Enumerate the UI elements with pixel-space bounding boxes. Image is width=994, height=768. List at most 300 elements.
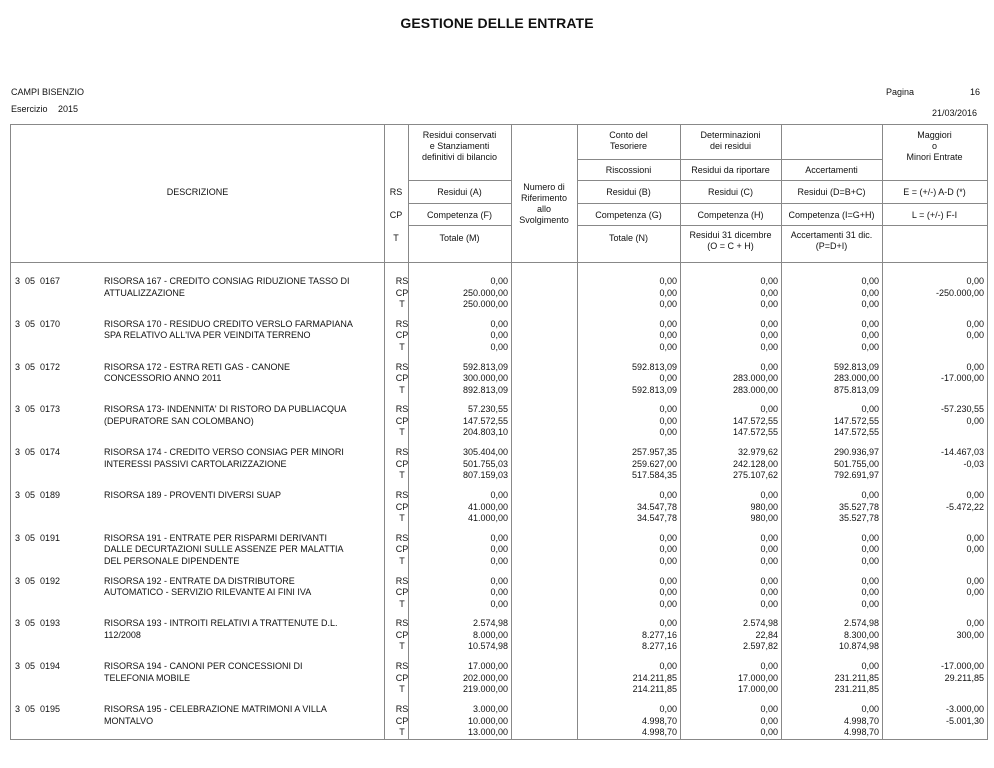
amount-column-a xyxy=(411,533,508,568)
amount-value: 0,00 xyxy=(490,598,508,609)
amount-column-a xyxy=(411,362,508,397)
amount-value: 2.597,82 xyxy=(742,641,778,652)
amount-column-b xyxy=(580,319,677,354)
header-col-a-cp: Competenza (F) xyxy=(426,210,493,220)
row-type-label: T xyxy=(399,427,405,438)
header-line: Numero di xyxy=(523,182,565,192)
row-type-label: T xyxy=(399,641,405,652)
description-line: RISORSA 193 - INTROITI RELATIVI A TRATTENUTE D.L. xyxy=(104,618,338,629)
amount-value: 0,00 xyxy=(490,330,508,341)
amount-value: 10.000,00 xyxy=(467,715,508,726)
header-line: dei residui xyxy=(709,141,752,151)
resource-code: 3 05 0174 xyxy=(15,447,61,458)
header-riscossioni: Riscossioni xyxy=(605,165,652,175)
description-line: RISORSA 174 - CREDITO VERSO CONSIAG PER MINORI xyxy=(104,447,344,458)
amount-value: 0,00 xyxy=(966,618,984,629)
amount-value: 0,00 xyxy=(861,318,879,329)
description-line: TELEFONIA MOBILE xyxy=(104,672,191,683)
amount-value: 807.159,03 xyxy=(462,470,508,481)
row-type-label: T xyxy=(399,299,405,309)
resource-code: 3 05 0172 xyxy=(15,361,61,372)
row-type-label: CP xyxy=(395,629,409,640)
amount-value: 592.813,09 xyxy=(631,384,677,395)
row-type-labels xyxy=(391,362,413,397)
amount-value: 0,00 xyxy=(760,299,778,309)
amount-value: 283.000,00 xyxy=(732,384,778,395)
row-type-label: RS xyxy=(395,447,409,458)
amount-value: 10.874,98 xyxy=(838,641,879,652)
header-maggiori-minori xyxy=(882,130,987,163)
amount-value: 0,00 xyxy=(861,532,879,543)
amount-value: 290.936,97 xyxy=(833,447,879,458)
divider xyxy=(577,159,882,160)
amount-value: 0,00 xyxy=(490,318,508,329)
amount-column-e xyxy=(887,447,984,470)
amount-column-d xyxy=(782,661,879,696)
header-line: Accertamenti 31 dic. xyxy=(790,230,873,240)
header-line: Residui conservati xyxy=(422,130,497,140)
description-line: RISORSA 191 - ENTRATE PER RISPARMI DERIVANTI xyxy=(104,532,328,543)
amount-value: 231.211,85 xyxy=(834,672,879,683)
amount-value: 8.000,00 xyxy=(472,629,508,640)
amount-value: 0,00 xyxy=(659,598,677,609)
description-line: RISORSA 173- INDENNITA' DI RISTORO DA PUBLIACQUA xyxy=(104,404,347,415)
amount-value: 300.000,00 xyxy=(462,373,508,384)
row-type-label: RS xyxy=(395,704,409,714)
amount-column-b xyxy=(580,533,677,568)
amount-value: 8.277,16 xyxy=(641,629,677,640)
amount-value: 8.277,16 xyxy=(641,641,677,652)
header-line: allo xyxy=(536,204,551,214)
row-type-label: RS xyxy=(395,361,409,372)
amount-value: 0,00 xyxy=(966,532,984,543)
divider xyxy=(577,180,987,181)
resource-description xyxy=(104,362,394,385)
amount-value: 0,00 xyxy=(760,704,778,714)
amount-value: 0,00 xyxy=(861,544,879,555)
row-type-label: CP xyxy=(395,587,409,598)
amount-value: 147.572,55 xyxy=(833,427,879,438)
row-type-label: CP xyxy=(395,672,409,683)
header-col-c-rs: Residui (C) xyxy=(707,187,753,197)
resource-code: 3 05 0195 xyxy=(15,704,61,714)
row-type-label: CP xyxy=(395,544,409,555)
amount-value: 242.128,00 xyxy=(732,458,778,469)
header-col-e-rs: E = (+/-) A-D (*) xyxy=(903,187,966,197)
amount-column-c xyxy=(681,362,778,397)
resource-code: 3 05 0193 xyxy=(15,618,61,629)
resource-description xyxy=(104,704,394,727)
amount-value: 0,00 xyxy=(659,341,677,352)
amount-value: 0,00 xyxy=(659,544,677,555)
amount-value: 0,00 xyxy=(659,555,677,566)
header-line: Riferimento xyxy=(520,193,567,203)
divider xyxy=(11,262,987,263)
description-line: INTERESSI PASSIVI CARTOLARIZZAZIONE xyxy=(104,458,287,469)
amount-column-c xyxy=(681,276,778,311)
amount-value: 0,00 xyxy=(760,727,778,737)
amount-value: 283.000,00 xyxy=(833,373,879,384)
amount-value: 0,00 xyxy=(659,299,677,309)
amount-value: 0,00 xyxy=(760,661,778,672)
amount-column-e xyxy=(887,404,984,427)
amount-value: 0,00 xyxy=(966,318,984,329)
amount-column-a xyxy=(411,704,508,739)
resource-code: 3 05 0191 xyxy=(15,532,61,543)
amount-value: 10.574,98 xyxy=(467,641,508,652)
row-type-labels xyxy=(391,661,413,696)
header-col-d-rs: Residui (D=B+C) xyxy=(797,187,866,197)
header-col-c-cp: Competenza (H) xyxy=(697,210,764,220)
amount-column-b xyxy=(580,661,677,696)
amount-value: 0,00 xyxy=(861,661,879,672)
amount-value: 0,00 xyxy=(659,276,677,286)
amount-value: 0,00 xyxy=(760,341,778,352)
amount-column-c xyxy=(681,319,778,354)
resource-description xyxy=(104,404,394,427)
amount-value: 0,00 xyxy=(861,330,879,341)
amount-value: 35.527,78 xyxy=(838,501,879,512)
amount-value: 0,00 xyxy=(760,361,778,372)
amount-column-c xyxy=(681,704,778,739)
amount-value: 35.527,78 xyxy=(838,513,879,523)
amount-value: 0,00 xyxy=(490,575,508,586)
resource-code: 3 05 0194 xyxy=(15,661,61,672)
resource-description xyxy=(104,576,394,599)
amount-value: 0,00 xyxy=(760,555,778,566)
amount-value: 0,00 xyxy=(760,598,778,609)
amount-value: -3.000,00 xyxy=(945,704,984,714)
header-line: Tesoriere xyxy=(609,141,647,151)
amount-column-d xyxy=(782,404,879,439)
amount-value: 0,00 xyxy=(861,555,879,566)
amount-value: 0,00 xyxy=(760,575,778,586)
amount-value: 0,00 xyxy=(966,361,984,372)
divider xyxy=(408,203,511,204)
row-type-label: CP xyxy=(395,373,409,384)
amount-value: 250.000,00 xyxy=(462,299,508,309)
amount-value: 980,00 xyxy=(750,513,778,523)
amount-value: 0,00 xyxy=(490,532,508,543)
amount-value: 0,00 xyxy=(490,544,508,555)
exercise-label xyxy=(11,104,78,114)
amount-value: 147.572,55 xyxy=(833,415,879,426)
amount-value: 0,00 xyxy=(966,490,984,500)
row-type-labels xyxy=(391,404,413,439)
amount-column-e xyxy=(887,490,984,513)
exercise-year: 2015 xyxy=(58,104,79,114)
amount-value: 980,00 xyxy=(750,501,778,512)
row-type-label: RS xyxy=(395,404,409,415)
amount-value: 0,00 xyxy=(861,490,879,500)
amount-value: 0,00 xyxy=(659,532,677,543)
amount-column-d xyxy=(782,362,879,397)
amount-value: 0,00 xyxy=(659,415,677,426)
header-line: Maggiori xyxy=(917,130,952,140)
header-line: Svolgimento xyxy=(519,215,569,225)
row-type-labels xyxy=(391,533,413,568)
row-type-label: CP xyxy=(395,458,409,469)
amount-value: 147.572,55 xyxy=(462,415,508,426)
amount-value: 0,00 xyxy=(861,341,879,352)
description-line: RISORSA 170 - RESIDUO CREDITO VERSLO FARMAPIANA xyxy=(104,318,353,329)
amount-value: 214.211,85 xyxy=(632,684,677,695)
amount-value: -0,03 xyxy=(963,458,984,469)
amount-value: 0,00 xyxy=(659,427,677,438)
amount-value: 0,00 xyxy=(659,404,677,415)
amount-value: 300,00 xyxy=(956,629,984,640)
amount-value: 0,00 xyxy=(966,544,984,555)
amount-column-b xyxy=(580,490,677,525)
amount-value: 0,00 xyxy=(659,373,677,384)
header-numero-riferimento xyxy=(511,182,577,226)
amount-value: 22,84 xyxy=(755,629,778,640)
amount-column-d xyxy=(782,704,879,739)
amount-value: 0,00 xyxy=(861,704,879,714)
amount-value: -250.000,00 xyxy=(935,287,984,298)
amount-value: 0,00 xyxy=(490,587,508,598)
page-title: GESTIONE DELLE ENTRATE xyxy=(400,15,594,31)
amount-column-c xyxy=(681,533,778,568)
header-col-e-cp: L = (+/-) F-I xyxy=(911,210,958,220)
amount-value: 0,00 xyxy=(659,490,677,500)
amount-value: 0,00 xyxy=(659,318,677,329)
header-col-d-t xyxy=(781,230,882,252)
resource-description xyxy=(104,618,394,641)
row-type-label: RS xyxy=(395,575,409,586)
header-residui-riportare: Residui da riportare xyxy=(691,165,770,175)
amount-column-a xyxy=(411,447,508,482)
amount-value: 231.211,85 xyxy=(834,684,879,695)
amount-value: 0,00 xyxy=(861,598,879,609)
row-type-label: CP xyxy=(395,501,409,512)
amount-value: 202.000,00 xyxy=(462,672,508,683)
row-type-label: T xyxy=(399,598,405,609)
header-accertamenti: Accertamenti xyxy=(805,165,858,175)
row-type-label: RS xyxy=(395,318,409,329)
amount-column-b xyxy=(580,276,677,311)
amount-value: 3.000,00 xyxy=(472,704,508,714)
amount-value: 0,00 xyxy=(659,704,677,714)
header-line: (P=D+I) xyxy=(815,241,848,251)
amount-value: 32.979,62 xyxy=(737,447,778,458)
header-line: Residui 31 dicembre xyxy=(689,230,772,240)
description-line: DEL PERSONALE DIPENDENTE xyxy=(104,555,240,566)
amount-column-e xyxy=(887,319,984,342)
description-line: AUTOMATICO - SERVIZIO RILEVANTE AI FINI IVA xyxy=(104,587,312,598)
header-line: e Stanziamenti xyxy=(429,141,490,151)
amount-column-c xyxy=(681,447,778,482)
header-line: Conto del xyxy=(609,130,648,140)
amount-value: 0,00 xyxy=(659,618,677,629)
amount-column-c xyxy=(681,661,778,696)
row-type-label: T xyxy=(399,555,405,566)
description-line: CONCESSORIO ANNO 2011 xyxy=(104,373,222,384)
amount-value: -5.472,22 xyxy=(945,501,984,512)
resource-description xyxy=(104,661,394,684)
header-t: T xyxy=(393,233,399,243)
divider xyxy=(577,225,987,226)
amount-column-a xyxy=(411,618,508,653)
amount-value: 34.547,78 xyxy=(636,501,677,512)
description-line: RISORSA 167 - CREDITO CONSIAG RIDUZIONE TASSO DI xyxy=(104,276,350,286)
report-date: 21/03/2016 xyxy=(932,108,978,118)
row-type-labels xyxy=(391,276,413,311)
amount-value: 0,00 xyxy=(490,276,508,286)
amount-value: 0,00 xyxy=(760,715,778,726)
amount-column-a xyxy=(411,661,508,696)
amount-value: 792.691,97 xyxy=(833,470,879,481)
amount-column-a xyxy=(411,404,508,439)
row-type-label: T xyxy=(399,727,405,737)
resource-description xyxy=(104,490,394,502)
amount-value: 0,00 xyxy=(760,404,778,415)
amount-value: 0,00 xyxy=(760,318,778,329)
row-type-label: CP xyxy=(395,415,409,426)
amount-value: 592.813,09 xyxy=(631,361,677,372)
amount-value: 0,00 xyxy=(861,276,879,286)
amount-column-d xyxy=(782,490,879,525)
header-col-b-rs: Residui (B) xyxy=(606,187,651,197)
amount-value: 219.000,00 xyxy=(462,684,508,695)
amount-value: 0,00 xyxy=(966,276,984,286)
amount-column-b xyxy=(580,404,677,439)
amount-column-a xyxy=(411,319,508,354)
amount-value: 0,00 xyxy=(760,287,778,298)
amount-column-b xyxy=(580,447,677,482)
amount-value: 0,00 xyxy=(966,575,984,586)
resource-code: 3 05 0167 xyxy=(15,276,61,286)
resource-code: 3 05 0192 xyxy=(15,575,61,586)
amount-value: 0,00 xyxy=(760,532,778,543)
amount-value: 0,00 xyxy=(760,587,778,598)
header-line: Determinazioni xyxy=(700,130,761,140)
divider xyxy=(577,203,987,204)
amount-value: 0,00 xyxy=(760,276,778,286)
amount-value: 0,00 xyxy=(760,330,778,341)
amount-column-d xyxy=(782,533,879,568)
row-type-label: T xyxy=(399,341,405,352)
amount-value: 0,00 xyxy=(760,490,778,500)
amount-value: 517.584,35 xyxy=(631,470,677,481)
description-line: ATTUALIZZAZIONE xyxy=(104,287,185,298)
amount-value: 305.404,00 xyxy=(462,447,508,458)
amount-value: 0,00 xyxy=(966,330,984,341)
amount-value: 147.572,55 xyxy=(732,415,778,426)
amount-value: 0,00 xyxy=(659,661,677,672)
row-type-label: RS xyxy=(395,490,409,500)
amount-value: 0,00 xyxy=(659,287,677,298)
row-type-labels xyxy=(391,618,413,653)
row-type-label: RS xyxy=(395,532,409,543)
amount-value: 875.813,09 xyxy=(833,384,879,395)
amount-value: 17.000,00 xyxy=(737,672,778,683)
exercise-label-text: Esercizio xyxy=(11,104,48,114)
amount-value: 501.755,03 xyxy=(462,458,508,469)
amount-column-a xyxy=(411,576,508,611)
row-type-label: T xyxy=(399,684,405,695)
amount-value: 0,00 xyxy=(490,555,508,566)
amount-column-e xyxy=(887,704,984,727)
amount-column-a xyxy=(411,490,508,525)
amount-value: 17.000,00 xyxy=(737,684,778,695)
description-line: DALLE DECURTAZIONI SULLE ASSENZE PER MALATTIA xyxy=(104,544,344,555)
resource-description xyxy=(104,447,394,470)
amount-value: 4.998,70 xyxy=(843,715,879,726)
header-cp: CP xyxy=(389,210,403,220)
amount-value: -17.000,00 xyxy=(940,373,984,384)
description-line: RISORSA 195 - CELEBRAZIONE MATRIMONI A VILLA xyxy=(104,704,327,714)
amount-column-e xyxy=(887,661,984,684)
amount-value: 0,00 xyxy=(861,287,879,298)
amount-column-d xyxy=(782,276,879,311)
amount-value: 57.230,55 xyxy=(467,404,508,415)
row-type-label: T xyxy=(399,513,405,523)
header-line: definitivi di bilancio xyxy=(421,152,498,162)
header-rs: RS xyxy=(389,187,403,197)
amount-value: 4.998,70 xyxy=(641,715,677,726)
entity-name: CAMPI BISENZIO xyxy=(11,87,85,97)
header-line: Minori Entrate xyxy=(906,152,963,162)
page-label: Pagina xyxy=(886,87,915,97)
header-determinazioni xyxy=(680,130,781,152)
row-type-label: T xyxy=(399,384,405,395)
entrate-table xyxy=(10,124,988,740)
amount-value: 147.572,55 xyxy=(732,427,778,438)
amount-column-c xyxy=(681,576,778,611)
amount-column-d xyxy=(782,576,879,611)
header-conto-tesoriere xyxy=(577,130,680,152)
amount-column-d xyxy=(782,618,879,653)
amount-value: 0,00 xyxy=(490,490,508,500)
amount-value: 0,00 xyxy=(861,404,879,415)
header-line: (O = C + H) xyxy=(707,241,754,251)
amount-value: 0,00 xyxy=(861,299,879,309)
amount-column-c xyxy=(681,404,778,439)
row-type-labels xyxy=(391,490,413,525)
row-type-label: RS xyxy=(395,618,409,629)
description-line: RISORSA 194 - CANONI PER CONCESSIONI DI xyxy=(104,661,303,672)
amount-value: 0,00 xyxy=(659,575,677,586)
divider xyxy=(408,180,511,181)
amount-column-d xyxy=(782,447,879,482)
row-type-labels xyxy=(391,704,413,739)
amount-value: 501.755,00 xyxy=(833,458,879,469)
amount-value: 0,00 xyxy=(659,330,677,341)
resource-description xyxy=(104,319,394,342)
amount-value: -57.230,55 xyxy=(940,404,984,415)
amount-value: 250.000,00 xyxy=(462,287,508,298)
header-line: o xyxy=(931,141,937,151)
amount-value: 4.998,70 xyxy=(641,727,677,737)
amount-value: 13.000,00 xyxy=(467,727,508,737)
amount-value: 0,00 xyxy=(861,587,879,598)
row-type-label: T xyxy=(399,470,405,481)
header-descrizione: DESCRIZIONE xyxy=(166,187,229,197)
description-line: RISORSA 172 - ESTRA RETI GAS - CANONE xyxy=(104,361,291,372)
amount-column-e xyxy=(887,576,984,599)
amount-column-b xyxy=(580,576,677,611)
amount-value: 4.998,70 xyxy=(843,727,879,737)
amount-value: 275.107,62 xyxy=(732,470,778,481)
resource-code: 3 05 0173 xyxy=(15,404,61,415)
amount-column-a xyxy=(411,276,508,311)
amount-column-c xyxy=(681,490,778,525)
amount-value: 2.574,98 xyxy=(472,618,508,629)
amount-column-b xyxy=(580,618,677,653)
amount-column-e xyxy=(887,276,984,299)
row-type-label: CP xyxy=(395,287,409,298)
